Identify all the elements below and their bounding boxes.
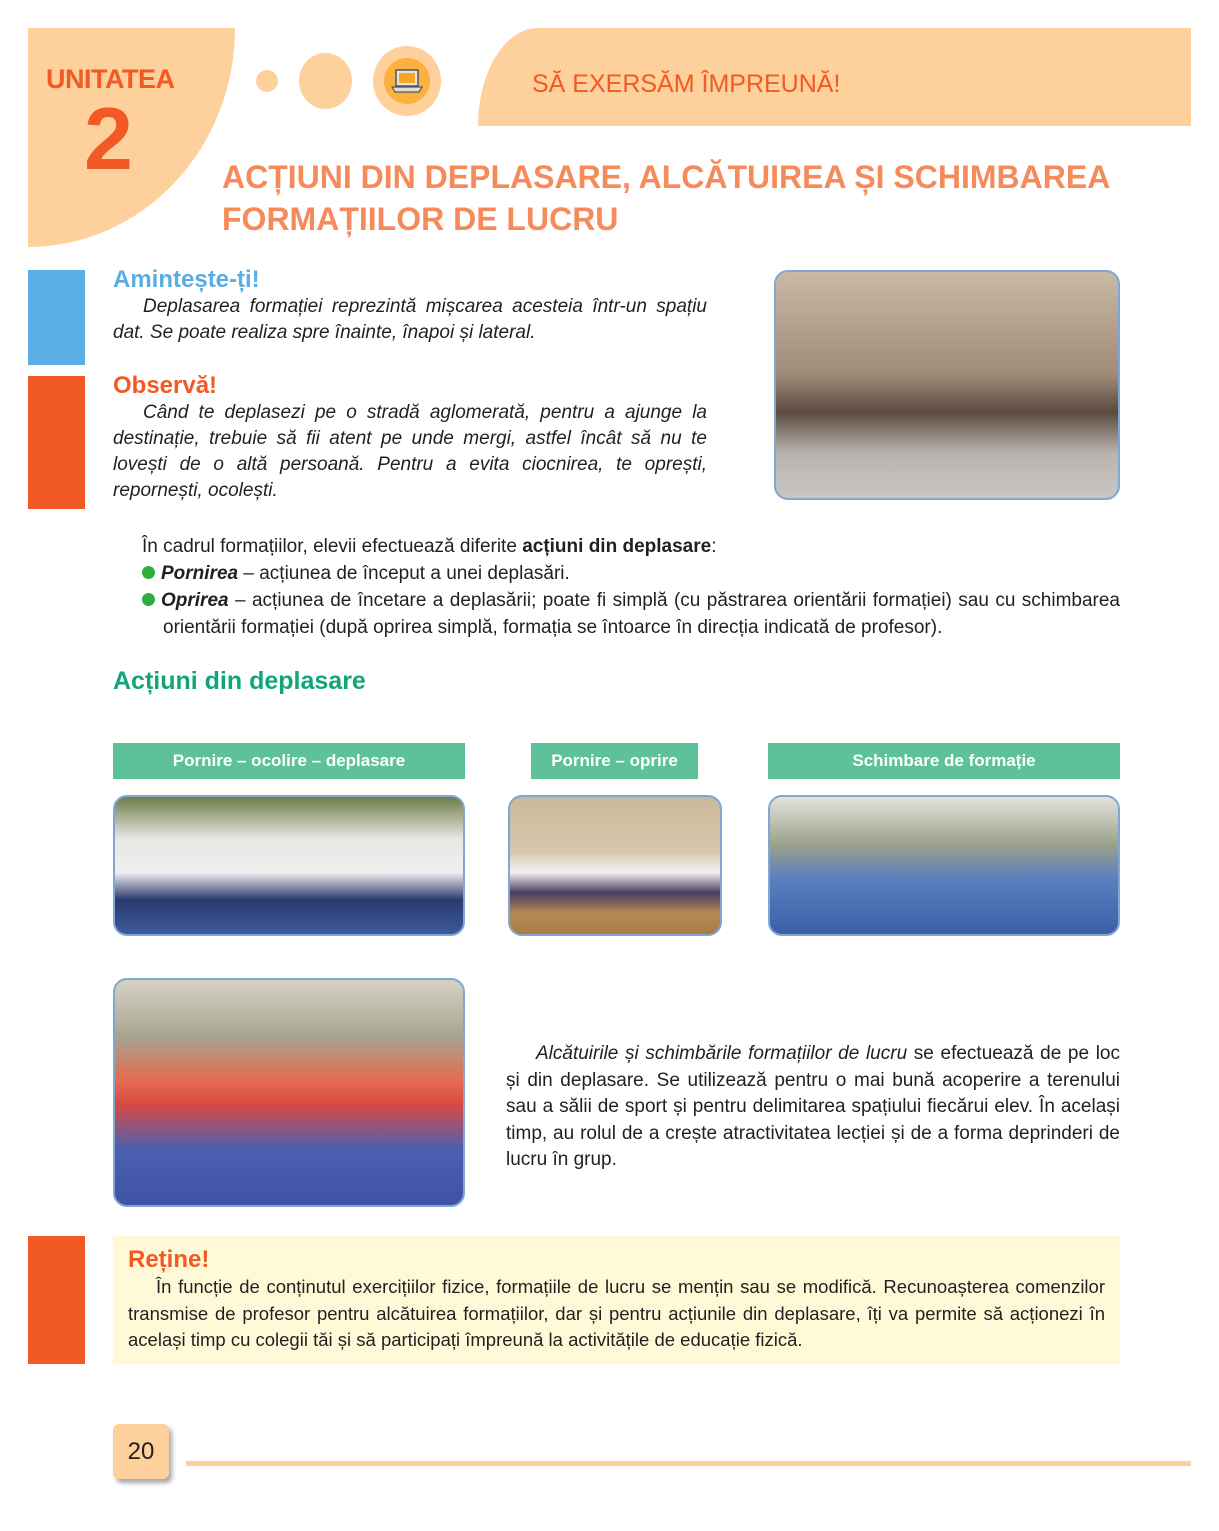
photo-label: Schimbare de formație <box>768 743 1120 779</box>
photo-label: Pornire – oprire <box>531 743 698 779</box>
bullet-list <box>142 560 1120 641</box>
girls-gym-photo <box>113 978 465 1207</box>
intro-text <box>142 533 1120 560</box>
bullet-term: Pornirea <box>161 563 239 584</box>
aminteste-text: Deplasarea formației reprezintă mișcarea acesteia într-un spațiu dat. Se poate realiza spre înainte, înapoi și lateral. <box>113 296 707 343</box>
aminteste-section <box>113 266 707 346</box>
section-heading: Acțiuni din deplasare <box>113 667 366 695</box>
orange-side-bar <box>28 376 85 509</box>
footer-rule <box>186 1461 1191 1466</box>
orange-side-bar <box>28 1236 85 1364</box>
retine-text: În funcție de conținutul exercițiilor fizice, formațiile de lucru se mențin sau se modifică. Recunoașterea comenzilor transmise de profesor pentru alcătuirea formațiilor, dar și pentru acțiunile din deplasare, îți va permite să acționezi în același timp cu colegii tăi și să participați împreună la activitățile de educație fizică. <box>128 1276 1105 1350</box>
aminteste-heading: Amintește-ți! <box>113 266 260 293</box>
photo-label: Pornire – ocolire – deplasare <box>113 743 465 779</box>
title-line-1: ACȚIUNI DIN DEPLASARE, ALCĂTUIREA ȘI SCHIMBAREA <box>222 159 1111 195</box>
gym-formation-photo <box>768 795 1120 936</box>
intro-before: În cadrul formațiilor, elevii efectuează diferite <box>142 536 523 557</box>
street-crowd-photo <box>774 270 1120 500</box>
bullet-term: Oprirea <box>161 590 229 611</box>
observa-heading: Observă! <box>113 372 218 399</box>
decor-dot-medium <box>299 53 352 109</box>
page-number: 20 <box>113 1424 169 1479</box>
observa-section <box>113 372 707 504</box>
unit-label: UNITATEA <box>46 64 175 94</box>
intro-after: : <box>711 536 717 557</box>
bullet-text: – acțiunea de încetare a deplasării; poate fi simplă (cu păstrarea orientării formației) sau cu schimbarea orientării formației (după oprirea simplă, formația se întoarce în direcția indicată de profesor). <box>163 590 1120 638</box>
students-running-photo <box>508 795 722 936</box>
title-line-2: FORMAȚIILOR DE LUCRU <box>222 201 619 237</box>
retine-heading: Reține! <box>128 1246 210 1273</box>
intro-bold: acțiuni din deplasare <box>522 536 712 557</box>
bullet-text: – acțiunea de început a unei deplasări. <box>238 563 570 584</box>
decor-dot-small <box>256 70 278 92</box>
blue-side-bar <box>28 270 85 365</box>
banner-text: SĂ EXERSĂM ÎMPREUNĂ! <box>532 70 841 98</box>
laptop-icon <box>384 58 430 104</box>
bullet-item <box>142 560 1120 587</box>
bullet-icon <box>142 566 155 579</box>
laptop-icon-circle <box>373 46 441 116</box>
bullet-item <box>142 587 1120 641</box>
formations-italic: Alcătuirile și schimbările formațiilor de lucru <box>536 1043 908 1064</box>
retine-box <box>113 1236 1120 1364</box>
bullet-icon <box>142 593 155 606</box>
observa-text: Când te deplasezi pe o stradă aglomerată, pentru a ajunge la destinație, trebuie să fii atent pe unde mergi, astfel încât să nu te lovești de o altă persoană. Pentru a evita ciocnirea, te oprești, repornești, ocolești. <box>113 402 707 501</box>
formations-body: se efectuează de pe loc și din deplasare. Se utilizează pentru o mai bună acoperire a terenului sau a sălii de sport și pentru delimitarea spațiului fiecărui elev. În același timp, au rolul de a crește atractivitatea lecției și de a forma deprinderi de lucru în grup. <box>506 1043 1120 1170</box>
page-title <box>222 156 1182 240</box>
students-line-photo <box>113 795 465 936</box>
formations-text <box>506 1041 1120 1174</box>
unit-number: 2 <box>84 89 133 188</box>
